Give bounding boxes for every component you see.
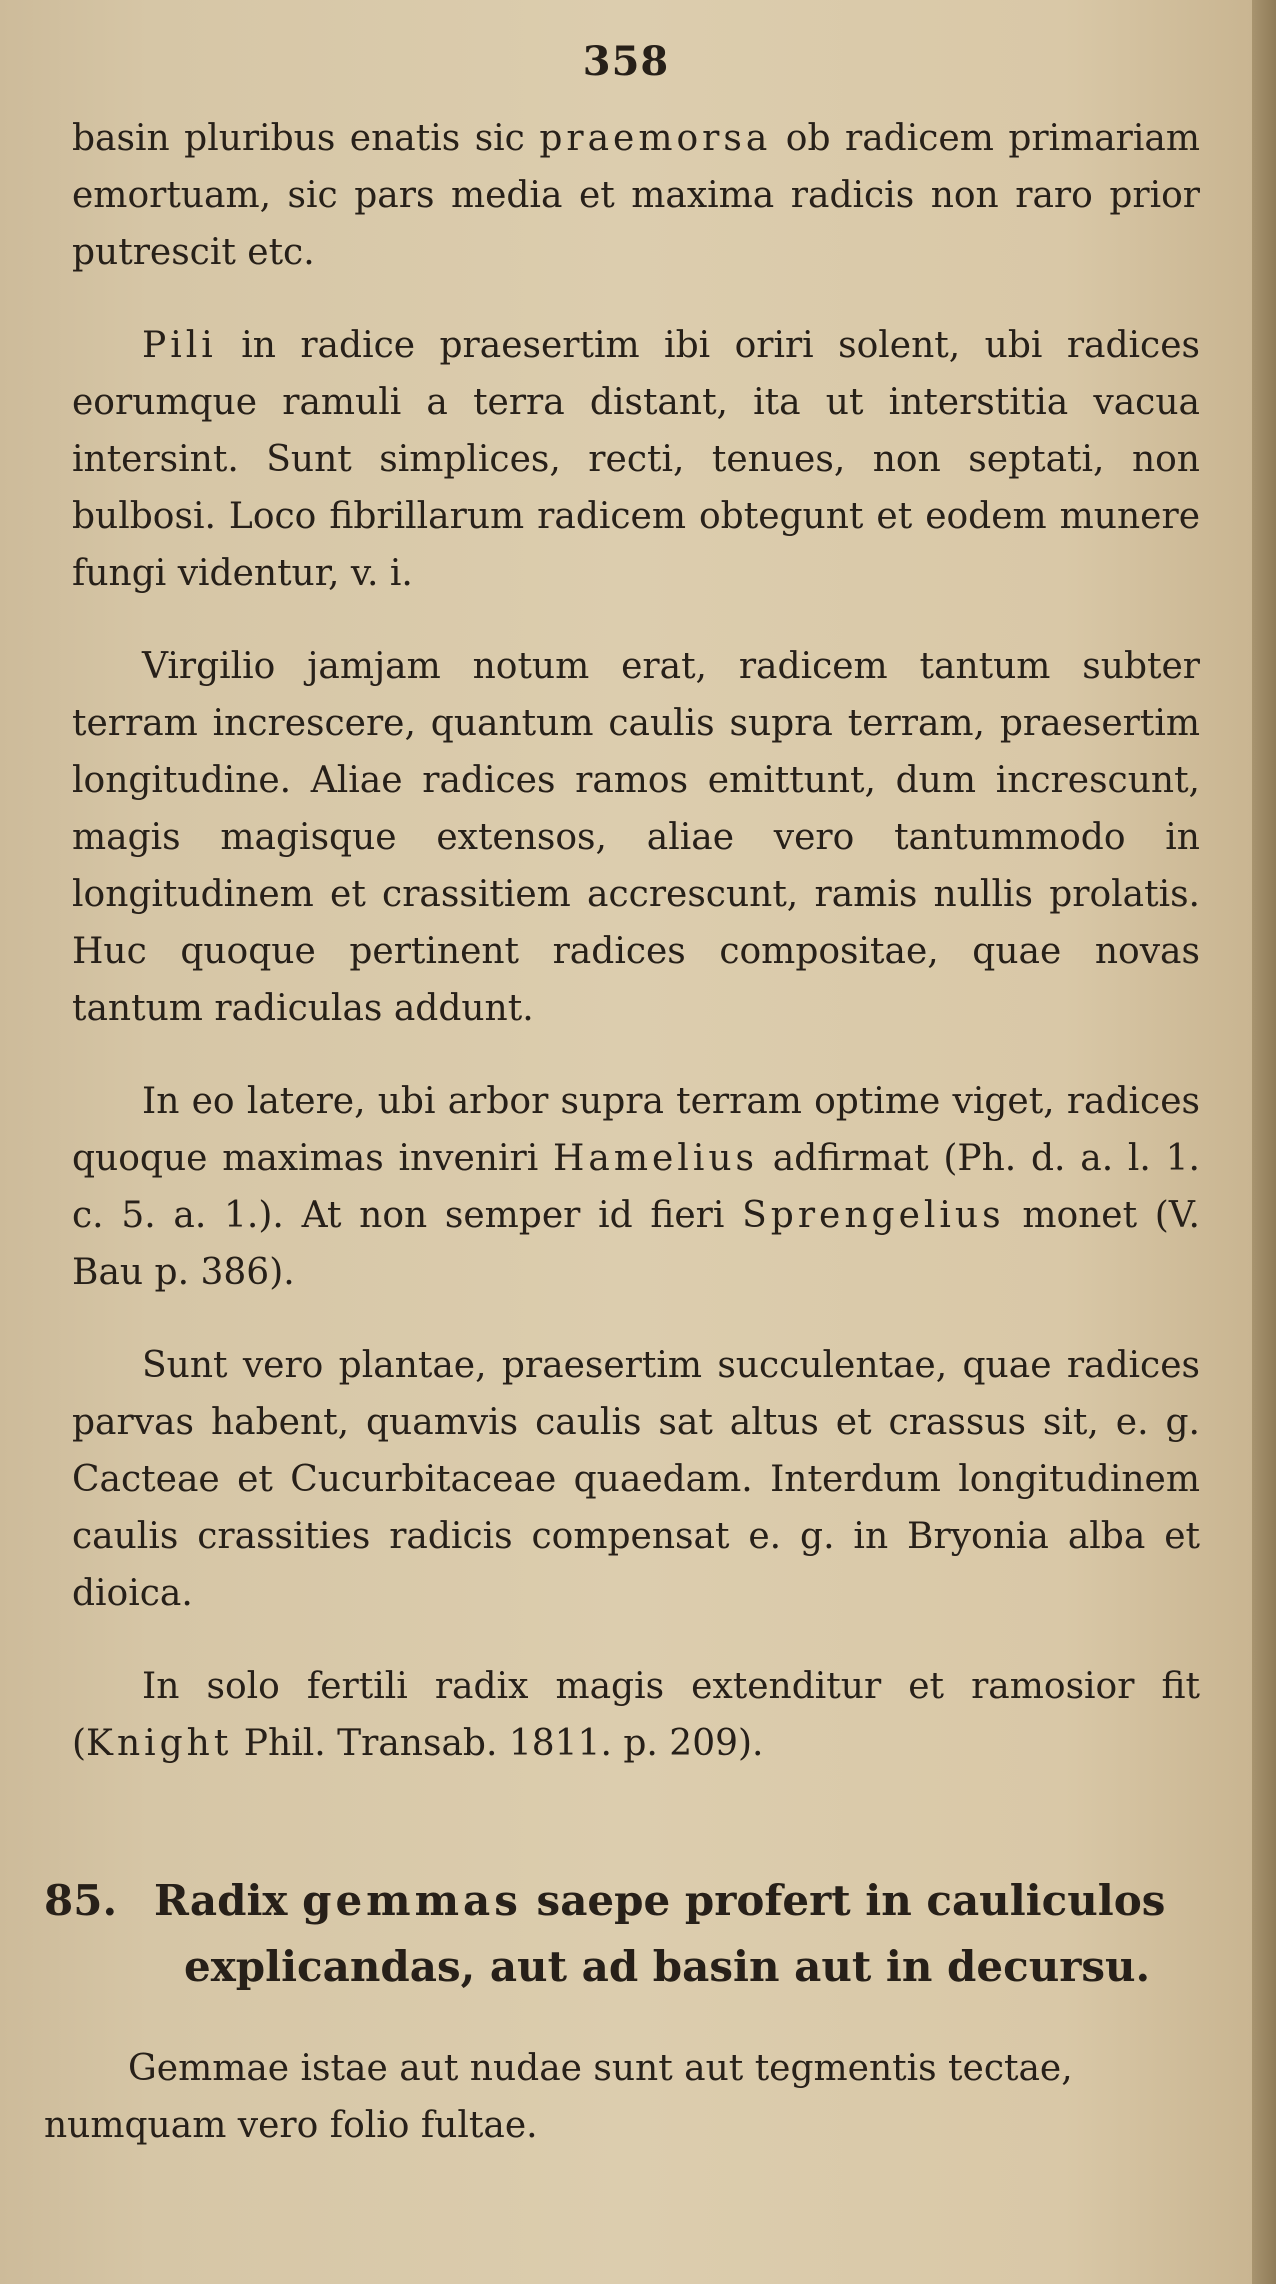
emphasis-spaced: Pili bbox=[142, 325, 217, 366]
text-run: In eo latere, ubi arbor supra terram optime viget, radices quoque maximas inveniri bbox=[72, 1081, 1200, 1179]
text-run: adfirmat (Ph. d. a. l. 1. c. 5. a. 1.). At non semper id fieri bbox=[72, 1138, 1200, 1236]
heading-line-2: explicandas, aut ad basin aut in decursu. bbox=[184, 1942, 1151, 1991]
paragraph-3: Virgilio jamjam notum erat, radicem tantum subter terram increscere, quantum caulis supra terram, praesertim longitudine. Aliae radices ramos emittunt, dum increscunt, magis magisque extensos, aliae vero tantummodo in longitudinem et crassitiem accrescunt, ramis nullis prolatis. Huc quoque pertinent radices compositae, quae novas tantum radiculas addunt. bbox=[72, 646, 1200, 1029]
heading-text: Radix bbox=[154, 1876, 303, 1925]
paragraph-6 bbox=[72, 1658, 1200, 1772]
text-run: In solo fertili radix magis extenditur et ramosior fit ( bbox=[72, 1666, 1200, 1764]
paragraph-5: Sunt vero plantae, praesertim succulentae, quae radices parvas habent, quamvis caulis sat altus et crassus sit, e. g. Cacteae et Cucurbitaceae quaedam. Interdum longitudinem caulis crassities radicis compensat e. g. in Bryonia alba et dioica. bbox=[72, 1345, 1200, 1614]
page-edge bbox=[1252, 0, 1276, 2284]
emphasis-spaced: Knight bbox=[86, 1723, 233, 1764]
section-body bbox=[44, 2040, 1194, 2154]
section-number: 85. bbox=[44, 1876, 118, 1925]
page-number: 358 bbox=[582, 38, 670, 85]
emphasis-spaced: praemorsa bbox=[539, 118, 772, 159]
emphasis-spaced: Sprengelius bbox=[742, 1195, 1005, 1236]
text-run: Phil. Transab. 1811. p. 209). bbox=[232, 1723, 764, 1764]
section-heading bbox=[44, 1868, 1204, 2000]
heading-text: saepe profert in cauliculos bbox=[521, 1876, 1166, 1925]
paragraph-4 bbox=[72, 1073, 1200, 1301]
paragraph-7: Gemmae istae aut nudae sunt aut tegmentis tectae, numquam vero folio fultae. bbox=[44, 2048, 1073, 2146]
text-run: basin pluribus enatis sic bbox=[72, 118, 540, 159]
text-run: in radice praesertim ibi oriri solent, ubi radices eorumque ramuli a terra distant, ita ut interstitia vacua intersint. Sunt simplices, recti, tenues, non septati, non bulbosi. Loco fibrillarum radicem obtegunt et eodem munere fungi videntur, v. i. bbox=[72, 325, 1200, 594]
text-run: monet (V. Bau p. 386). bbox=[72, 1195, 1200, 1293]
heading-emphasis: gemmas bbox=[302, 1876, 522, 1925]
paragraph-1 bbox=[72, 110, 1200, 281]
emphasis-spaced: Hamelius bbox=[553, 1138, 758, 1179]
body-text bbox=[72, 110, 1200, 1808]
paragraph-2 bbox=[72, 317, 1200, 602]
text-run: ob radicem primariam emortuam, sic pars media et maxima radicis non raro prior putrescit etc. bbox=[72, 118, 1201, 273]
